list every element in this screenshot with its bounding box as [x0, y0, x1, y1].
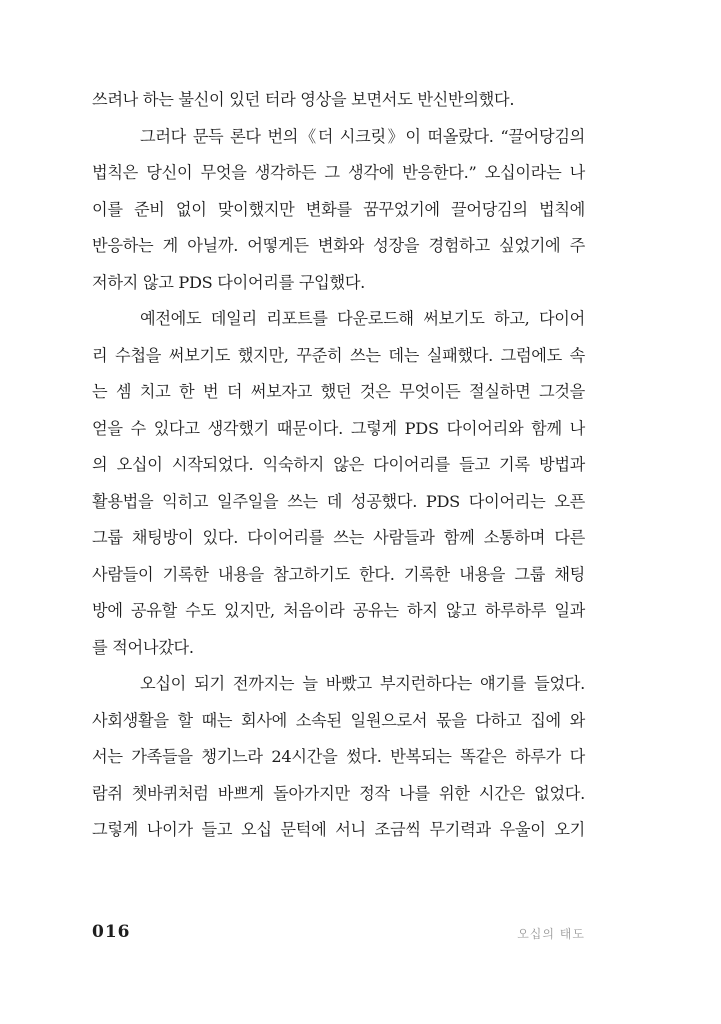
text-line	[92, 378, 585, 415]
text-line	[92, 451, 585, 488]
text-line-content: 활용법을 익히고 일주일을 쓰는 데 성공했다. PDS 다이어리는 오픈	[92, 491, 585, 511]
text-line-content: 예전에도 데일리 리포트를 다운로드해 써보기도 하고, 다이어	[140, 309, 585, 328]
text-line	[92, 597, 585, 634]
text-line-content: 는 셈 치고 한 번 더 써보자고 했던 것은 무엇이든 절실하면 그것을	[92, 382, 585, 401]
text-line-content: 사람들이 기록한 내용을 참고하기도 한다. 기록한 내용을 그룹 채팅	[92, 564, 585, 584]
text-line	[92, 670, 585, 707]
text-line-content: 저하지 않고 PDS 다이어리를 구입했다.	[92, 272, 366, 292]
text-line-content: 를 적어나갔다.	[92, 637, 194, 657]
text-line	[92, 634, 585, 671]
text-line-content: 이를 준비 없이 맞이했지만 변화를 꿈꾸었기에 끌어당김의 법칙에	[92, 199, 585, 219]
text-line	[92, 232, 585, 269]
running-title: 오십의 태도	[517, 927, 585, 941]
text-line	[92, 816, 585, 853]
text-line	[92, 123, 585, 160]
text-line	[92, 342, 585, 379]
text-line	[92, 415, 585, 452]
text-line-content: 그렇게 나이가 들고 오십 문턱에 서니 조금씩 무기력과 우울이 오기	[92, 820, 585, 839]
text-line	[92, 561, 585, 598]
text-line-content: 의 오십이 시작되었다. 익숙하지 않은 다이어리를 들고 기록 방법과	[92, 455, 585, 474]
text-line-content: 반응하는 게 아닐까. 어떻게든 변화와 성장을 경험하고 싶었기에 주	[92, 236, 585, 255]
text-line	[92, 780, 585, 817]
text-line	[92, 196, 585, 233]
text-line-content: 사회생활을 할 때는 회사에 소속된 일원으로서 몫을 다하고 집에 와	[92, 710, 585, 730]
text-line-content: 얻을 수 있다고 생각했기 때문이다. 그렇게 PDS 다이어리와 함께 나	[92, 418, 585, 438]
text-line	[92, 524, 585, 561]
text-line-content: 법칙은 당신이 무엇을 생각하든 그 생각에 반응한다.” 오십이라는 나	[92, 163, 585, 182]
text-line-content: 서는 가족들을 챙기느라 24시간을 썼다. 반복되는 똑같은 하루가 다	[92, 747, 585, 766]
text-line	[92, 86, 585, 123]
text-line	[92, 159, 585, 196]
text-line-content: 오십이 되기 전까지는 늘 바빴고 부지런하다는 얘기를 들었다.	[140, 674, 585, 693]
text-line-content: 람쥐 쳇바퀴처럼 바쁘게 돌아가지만 정작 나를 위한 시간은 없었다.	[92, 783, 585, 803]
text-line-content: 방에 공유할 수도 있지만, 처음이라 공유는 하지 않고 하루하루 일과	[92, 601, 585, 620]
text-line	[92, 305, 585, 342]
body-text	[92, 86, 585, 853]
text-line-content: 리 수첩을 써보기도 했지만, 꾸준히 쓰는 데는 실패했다. 그럼에도 속	[92, 345, 585, 365]
text-line	[92, 269, 585, 306]
text-line-content: 쓰려나 하는 불신이 있던 터라 영상을 보면서도 반신반의했다.	[92, 90, 515, 109]
text-line-content: 그러다 문득 론다 번의《더 시크릿》이 떠올랐다. “끌어당김의	[140, 126, 585, 146]
text-line	[92, 707, 585, 744]
text-line-content: 그룹 채팅방이 있다. 다이어리를 쓰는 사람들과 함께 소통하며 다른	[92, 528, 585, 547]
text-line	[92, 743, 585, 780]
text-line	[92, 488, 585, 525]
page-number: 016	[92, 922, 131, 942]
